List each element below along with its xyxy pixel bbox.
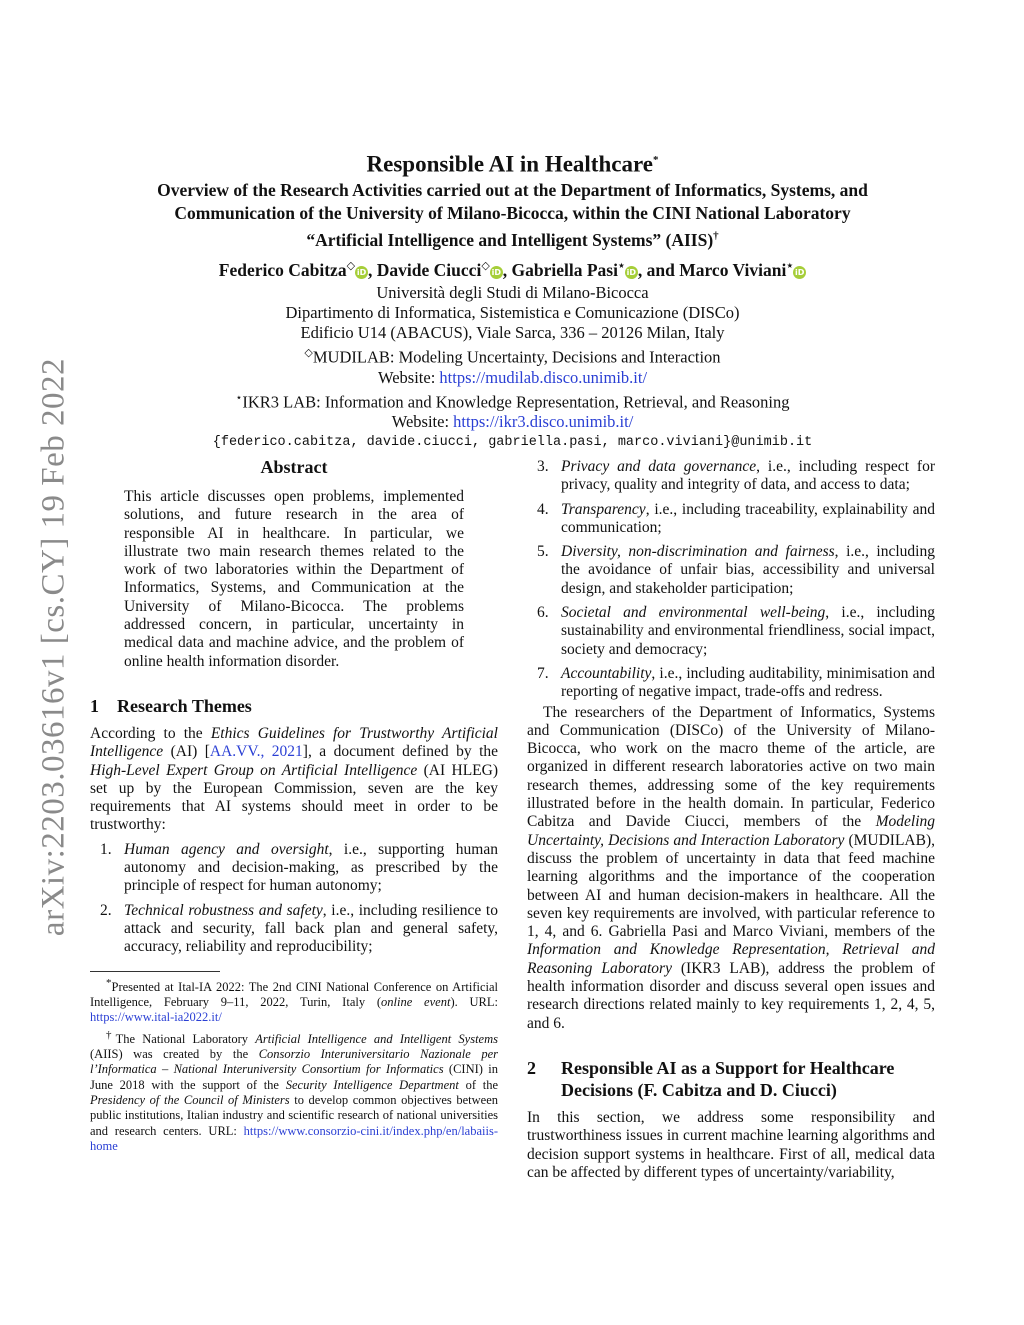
author-list	[90, 253, 935, 283]
footnote-rule	[90, 971, 220, 972]
ital-ia-url-link[interactable]: https://www.ital-ia2022.it/	[90, 1010, 222, 1025]
requirements-list-part2	[527, 458, 935, 702]
list-item: 1. Human agency and oversight, i.e., supporting human autonomy and decision-making, as prescribed by the principle of respect for human autonomy;	[100, 840, 498, 895]
affiliation-line: Edificio U14 (ABACUS), Viale Sarca, 336 – 20126 Milan, Italy	[300, 323, 725, 343]
author: Gabriella Pasi⋆iD , and	[511, 260, 680, 281]
section-2-heading: 2 Responsible AI as a Support for Healthcare Decisions (F. Cabitza and D. Ciucci)	[527, 1057, 895, 1100]
mudilab-url-link[interactable]: https://mudilab.disco.unimib.it/	[439, 367, 648, 387]
lab-ikr3: ⋆IKR3 LAB: Information and Knowledge Representation, Retrieval, and Reasoning	[235, 391, 790, 412]
title-footnote-mark: *	[652, 154, 659, 166]
requirements-list-part1	[90, 841, 498, 957]
paper-subtitle: Overview of the Research Activities carried out at the Department of Informatics, Systems, and Communication of the University of Milano-Bicocca, within the CINI National Laboratory “Artificial Intelligence and Intelligent Systems” (AIIS)†	[157, 179, 868, 250]
lab-ikr3-website: Website: https://ikr3.disco.unimib.it/	[391, 412, 634, 432]
list-item: 2. Technical robustness and safety, i.e., including resilience to attack and security, fall back plan and general safety, accuracy, reliability and reproducibility;	[100, 901, 498, 956]
author: Marco Viviani⋆iD	[679, 260, 805, 281]
author: Davide Ciucci◇iD ,	[376, 260, 512, 281]
paper-title: Responsible AI in Healthcare*	[366, 151, 659, 177]
orcid-icon[interactable]: iD	[491, 268, 501, 278]
orcid-icon[interactable]: iD	[626, 268, 637, 278]
citation-link[interactable]: AA.VV., 2021	[209, 743, 303, 761]
section-1-paragraph-2: The researchers of the Department of Informatics, Systems and Communication (DISCo) of the University of Milano-Bicocca, who work on the macro theme of the article, are organized in different research laboratories active on two main research themes, addressing some of the key requirements illustrated before in the health domain. In particular, Federico Cabitza and Davide Ciucci, members of the Modeling Uncertainty, Decisions and Interaction Laboratory (MUDILAB), discuss the problem of uncertainty in data that feed machine learning algorithms and the importance of the cooperation between AI and human decision-makers in healthcare. All the seven key requirements are involved, with particular reference to 1, 4, and 6. Gabriella Pasi and Marco Viviani, members of the Information and Knowledge Representation, Retrieval and Reasoning Laboratory (IKR3 LAB), address the problem of health information disorder and discuss several open issues and research directions related mainly to key requirements 1, 2, 4, 5, and 6.	[527, 703, 935, 1032]
list-item: 6. Societal and environmental well-being, i.e., including sustainability and environmental friendliness, social impact, society and democracy;	[537, 604, 935, 658]
arxiv-sidebar-stamp	[30, 352, 78, 942]
section-1-heading: 1 Research Themes	[90, 695, 252, 716]
cini-url-link[interactable]: https://www.consorzio-cini.it/index.php/en/labaiis-home	[90, 1123, 498, 1153]
list-item: 4. Transparency, i.e., including traceability, explainability and communication;	[537, 500, 935, 536]
lab-mudilab: ◇MUDILAB: Modeling Uncertainty, Decisions and Interaction	[304, 347, 721, 367]
author-emails: {federico.cabitza, davide.ciucci, gabriella.pasi, marco.viviani}@unimib.it	[212, 435, 813, 451]
list-item: 3. Privacy and data governance, i.e., including respect for privacy, quality and integrity of data, and access to data;	[537, 458, 935, 494]
abstract-heading: Abstract	[260, 457, 328, 477]
subtitle-footnote-mark: †	[713, 229, 719, 242]
footnote-2: †The National Laboratory Artificial Intelligence and Intelligent Systems (AIIS) was created by the Consorzio Interuniversitario Nazionale per l’Informatica – National Interuniversity Consortium for Informatics (CINI) in June 2018 with the support of the Security Intelligence Department of the Presidency of the Council of Ministers to develop common objectives between public institutions, Italian industry and scientific research of national universities and research centers. URL: https://www.consorzio-cini.it/index.php/en/labaiis-home	[90, 1028, 499, 1153]
abstract-text: This article discusses open problems, implemented solutions, and future research in the area of responsible AI in healthcare. In particular, we illustrate two main research themes related to the work of two laboratories within the Department of Informatics, Systems, and Communication at the University of Milano-Bicocca. The problems addressed concern, in particular, uncertainty in medical data and machine advice, and the problem of online health information disorder.	[124, 488, 464, 670]
right-column	[527, 456, 935, 1182]
arxiv-identifier: arXiv:2203.03616v1 [cs.CY] 19 Feb 2022	[35, 357, 72, 937]
affiliation-line: Università degli Studi di Milano-Bicocca	[376, 283, 649, 303]
author: Federico Cabitza◇iD ,	[218, 260, 377, 281]
orcid-icon[interactable]: iD	[795, 268, 805, 278]
footnotes	[90, 976, 498, 1155]
paper-header	[90, 146, 935, 454]
affiliation-line: Dipartimento di Informatica, Sistemistica e Comunicazione (DISCo)	[285, 303, 740, 323]
lab-mudilab-website: Website: https://mudilab.disco.unimib.it/	[377, 367, 648, 387]
orcid-icon[interactable]: iD	[356, 268, 367, 278]
list-item: 7. Accountability, i.e., including auditability, minimisation and reporting of negative impact, trade-offs and redress.	[537, 664, 935, 701]
footnote-1: *Presented at Ital-IA 2022: The 2nd CINI National Conference on Artificial Intelligence, February 9–11, 2022, Turin, Italy (online event). URL: https://www.ital-ia2022.it/	[90, 976, 498, 1025]
ikr3-url-link[interactable]: https://ikr3.disco.unimib.it/	[453, 412, 634, 432]
section-1-paragraph: According to the Ethics Guidelines for Trustworthy Artificial Intelligence (AI) [AA.VV., 2021], a document defined by the High-Level Expert Group on Artificial Intelligence (AI HLEG) set up by the European Commission, seven are the key requirements that AI systems should meet in order to be trustworthy:	[90, 724, 499, 834]
left-column	[90, 456, 498, 1154]
list-item: 5. Diversity, non-discrimination and fairness, i.e., including the avoidance of unfair bias, accessibility and universal design, and stakeholder participation;	[537, 543, 935, 597]
affiliation-block	[90, 283, 935, 432]
section-2-paragraph: In this section, we address some responsibility and trustworthiness issues in current machine learning algorithms and decision support systems in healthcare. First of all, medical data can be affected by different types of uncertainty/variability,	[527, 1108, 935, 1181]
